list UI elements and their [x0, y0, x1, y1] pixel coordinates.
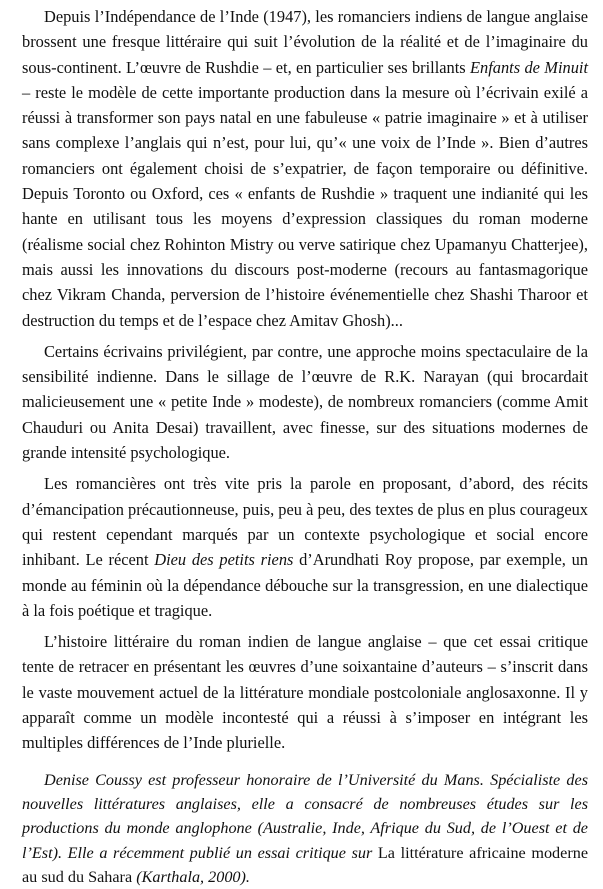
- bio-text-start: Denise Coussy est professeur honoraire de l’Université du Mans. Spécialiste des nouvelles littératures anglaises, elle a consacré de nombreuses études sur les productions du monde anglophone (Australie, Inde, Afrique du Sud, de l’Ouest et de l’Est). Elle a récemment publié un essai critique sur: [22, 770, 588, 862]
- literary-history-paragraph: L’histoire littéraire du roman indien de langue anglaise – que cet essai critique tente de retracer en présentant les œuvres d’une soixantaine d’auteurs – s’inscrit dans le vaste mouvement actuel de la littérature mondiale postcoloniale anglosaxonne. Il y apparaît comme un modèle incontesté qui a réussi à s’imposer en intégrant les multiples différences de l’Inde plurielle.: [22, 632, 588, 753]
- intro-text-end: – reste le modèle de cette importante production dans la mesure où l’écrivain exilé a réussi à transformer son pays natal en une fabuleuse « patrie imaginaire » et à utiliser sans complexe l’anglais qui n’est, pour lui, qu’« une voix de l’Inde ». Bien d’autres romanciers ont également choisi de s’expatrier, de façon temporaire ou définitive. Depuis Toronto ou Oxford, ces « enfants de Rushdie » traquent une indianité qui les hante en utilisant tous les moyens d’expression classiques du roman moderne (réalisme social chez Rohinton Mistry ou verve satirique chez Upamanyu Chatterjee), mais aussi les innovations du discours post-moderne (recours au fantasmagorique chez Vikram Chanda, perversion de l’histoire événementielle chez Shashi Tharoor et destruction du temps et de l’espace chez Amitav Ghosh)...: [22, 82, 588, 330]
- intro-paragraph: [22, 4, 588, 333]
- women-text-end: d’Arundhati Roy propose, par exemple, un monde au féminin où la dépendance débouche sur la transgression, en une dialectique à la fois poétique et tragique.: [22, 550, 588, 620]
- intro-text-start: Depuis l’Indépendance de l’Inde (1947), les romanciers indiens de langue anglaise brossent une fresque littéraire qui suit l’évolution de la réalité et de l’imaginaire du sous-continent. L’œuvre de Rushdie – et, en particulier ses brillants: [22, 7, 588, 77]
- bio-text-end: (Karthala, 2000).: [132, 867, 250, 886]
- book-title-litterature-africaine: La littérature africaine moderne au sud du Sahara: [22, 843, 588, 886]
- women-novelists-paragraph: [22, 471, 588, 623]
- back-cover-text: [22, 4, 588, 889]
- book-title-dieu-des-petits-riens: Dieu des petits riens: [154, 550, 294, 570]
- author-bio: [22, 768, 588, 889]
- book-title-enfants-de-minuit: Enfants de Minuit: [470, 57, 588, 77]
- sensibility-paragraph: Certains écrivains privilégient, par contre, une approche moins spectaculaire de la sensibilité indienne. Dans le sillage de l’œuvre de R.K. Narayan (qui brocardait malicieusement une « petite Inde » modeste), de nombreux romanciers (comme Amit Chauduri ou Anita Desai) travaillent, avec finesse, sur des situations modernes de grande intensité psychologique.: [22, 341, 588, 463]
- women-text-start: Les romancières ont très vite pris la parole en proposant, d’abord, des récits d’émancipation précautionneuse, puis, peu à peu, des textes de plus en plus courageux qui restent cependant marqués par un contexte psychologique et social encore inhibant. Le récent: [22, 474, 588, 570]
